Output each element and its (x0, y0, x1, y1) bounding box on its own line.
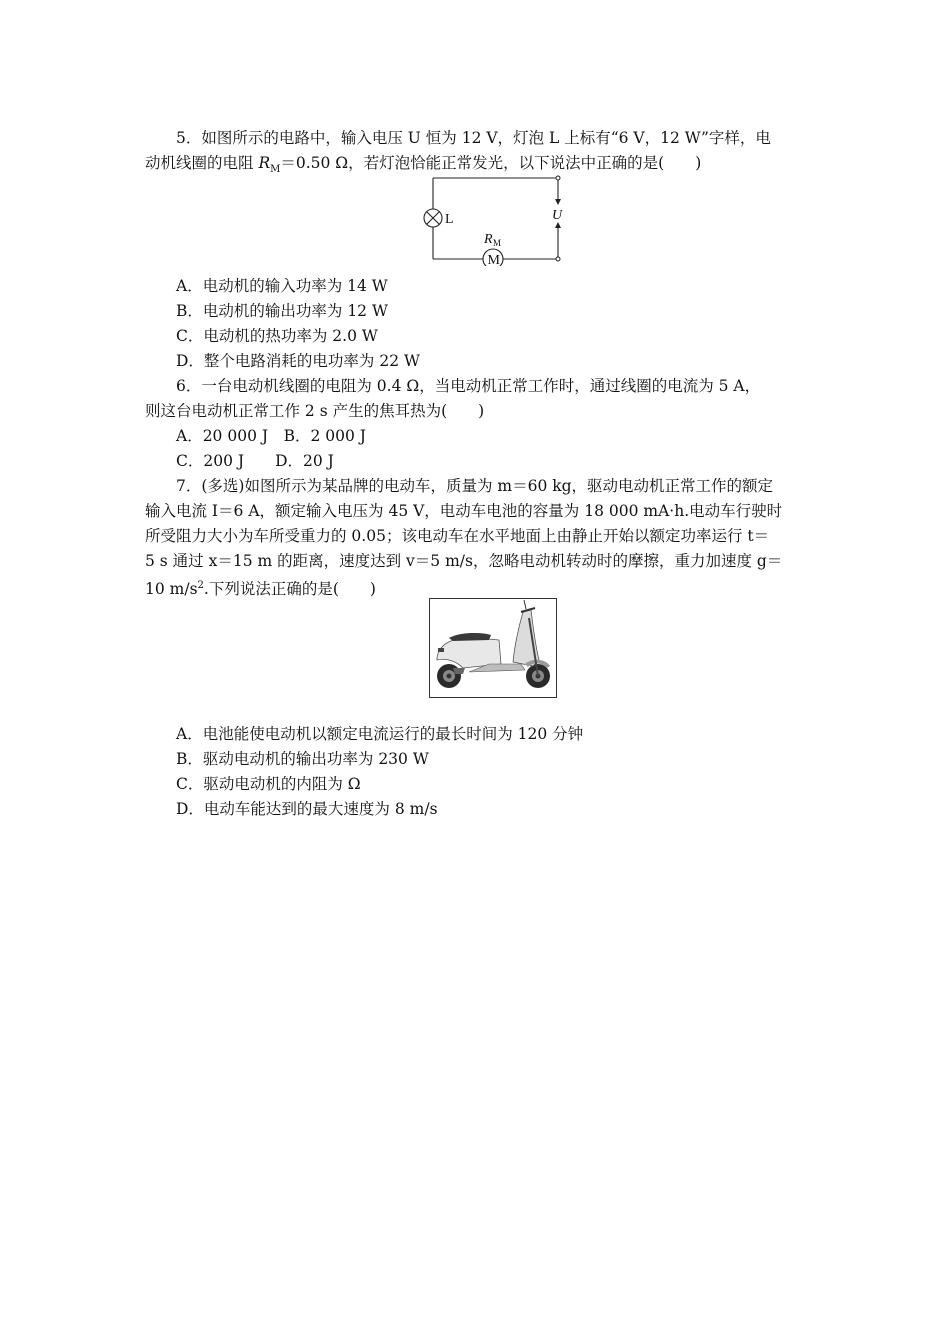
terminal-top (556, 176, 560, 180)
lamp-symbol (424, 209, 442, 227)
q7-line-5-pre: 10 m/s (145, 580, 198, 599)
q6-options-row-2: C．200 J D．20 J (176, 452, 334, 470)
q5-line-2-post: ＝0.50 Ω，若灯泡恰能正常发光，以下说法中正确的是( ) (280, 154, 702, 172)
q5-option-d: D．整个电路消耗的电功率为 22 W (176, 352, 420, 370)
q5-option-a: A．电动机的输入功率为 14 W (176, 277, 388, 295)
q7-line-5 (145, 574, 376, 601)
q6-line-2: 则这台电动机正常工作 2 s 产生的焦耳热为( ) (145, 402, 485, 420)
q7-line-5-post: .下列说法正确的是( ) (203, 580, 376, 599)
q5-line-1: 5．如图所示的电路中，输入电压 U 恒为 12 V，灯泡 L 上标有“6 V，12 W”字样，电 (176, 129, 771, 147)
arrow-up (555, 199, 561, 205)
q7-option-d: D．电动车能达到的最大速度为 8 m/s (176, 800, 438, 818)
voltage-label: U (552, 208, 563, 223)
q7-option-b: B．驱动电动机的输出功率为 230 W (176, 750, 429, 768)
q5-option-c: C．电动机的热功率为 2.0 W (176, 327, 378, 345)
motor-label: M (487, 253, 500, 266)
lamp-label: L (445, 212, 454, 227)
terminal-bottom (556, 257, 560, 261)
q7-line-5-sup: 2 (197, 580, 204, 591)
q6-line-1: 6．一台电动机线圈的电阻为 0.4 Ω，当电动机正常工作时，通过线圈的电流为 5 A， (176, 377, 761, 395)
q7-line-1: 7．(多选)如图所示为某品牌的电动车，质量为 m＝60 kg，驱动电动机正常工作的额定 (176, 477, 774, 495)
resistance-label-sub: M (493, 238, 502, 248)
q7-line-3: 所受阻力大小为车所受重力的 0.05；该电动车在水平地面上由静止开始以额定功率运行 t＝ (145, 527, 770, 545)
scooter-image (429, 598, 557, 698)
q5-r-subscript: M (270, 164, 281, 176)
q5-line-2-pre: 动机线圈的电阻 (145, 154, 259, 172)
resistance-label: R (484, 232, 493, 247)
q7-line-4: 5 s 通过 x＝15 m 的距离，速度达到 v＝5 m/s，忽略电动机转动时的摩擦，重力加速度 g＝ (145, 552, 783, 570)
q6-options-row-1: A．20 000 J B．2 000 J (176, 427, 366, 445)
circuit-diagram (415, 172, 565, 266)
q7-option-a: A．电池能使电动机以额定电流运行的最长时间为 120 分钟 (176, 725, 584, 743)
q7-line-2: 输入电流 I＝6 A，额定输入电压为 45 V，电动车电池的容量为 18 000 mA·h.电动车行驶时 (145, 502, 783, 520)
q5-r-symbol: R (258, 154, 271, 172)
q5-option-b: B．电动机的输出功率为 12 W (176, 302, 388, 320)
q7-option-c: C．驱动电动机的内阻为 Ω (176, 775, 361, 793)
